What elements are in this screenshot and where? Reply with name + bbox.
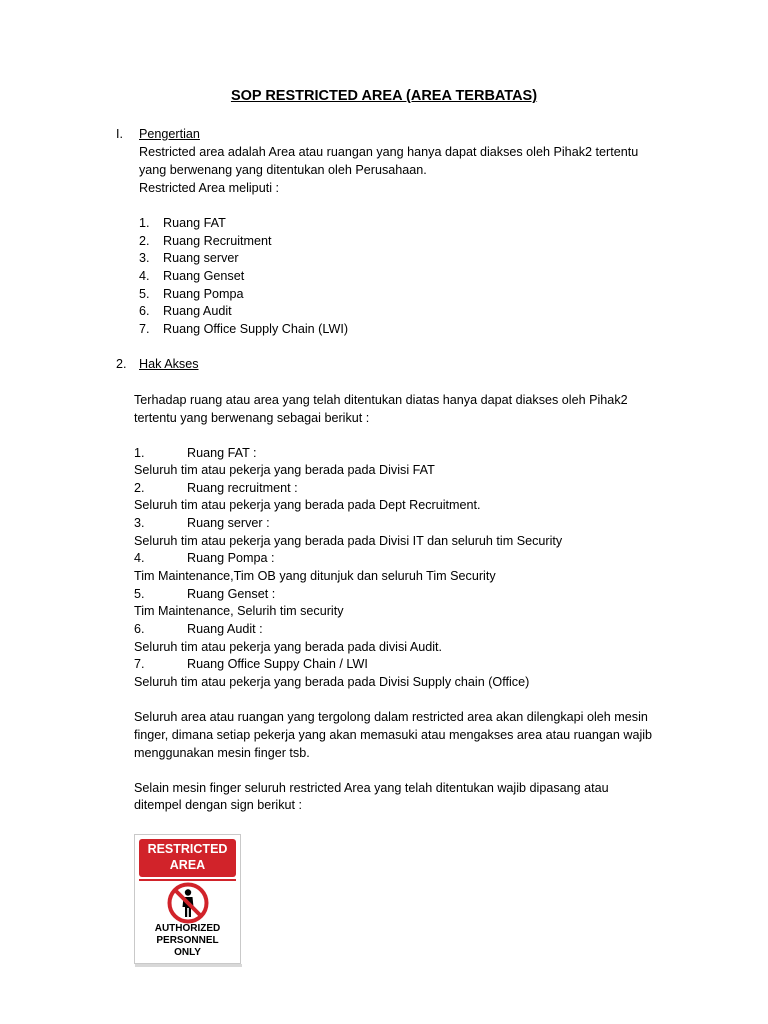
list-item-number: 6. [139,304,150,318]
entry-description: Tim Maintenance,Tim OB yang ditunjuk dan seluruh Tim Security [134,569,496,583]
section2-para3-line1: Selain mesin finger seluruh restricted Area yang telah ditentukan wajib dipasang atau [134,781,609,795]
entry-description: Seluruh tim atau pekerja yang berada pada Divisi IT dan seluruh tim Security [134,534,563,548]
list-item-number: 1. [139,216,150,230]
entry-room: Ruang recruitment : [187,481,298,495]
entry-description: Seluruh tim atau pekerja yang berada pada divisi Audit. [134,640,443,654]
entry-description: Seluruh tim atau pekerja yang berada pada Dept Recruitment. [134,498,481,512]
sign-bottom-line3: ONLY [174,947,201,958]
list-item: Ruang Recruitment [163,234,272,248]
restricted-area-sign [134,834,241,964]
entry-number: 4. [134,551,145,565]
section2-number: 2. [116,357,127,371]
section2-intro-line2: tertentu yang berwenang sebagai berikut : [134,411,370,425]
entry-number: 6. [134,622,145,636]
section1-number: I. [116,127,123,141]
entry-room: Ruang Pompa : [187,551,275,565]
entry-description: Tim Maintenance, Selurih tim security [134,604,344,618]
entry-room: Ruang Genset : [187,587,276,601]
list-item: Ruang Pompa [163,287,244,301]
entry-room: Ruang Audit : [187,622,263,636]
sign-header [139,839,236,877]
section1-para-line1: Restricted area adalah Area atau ruangan yang hanya dapat diakses oleh Pihak2 tertentu [139,145,639,159]
entry-number: 7. [134,657,145,671]
sign-top-line2: AREA [169,858,206,872]
page-title: SOP RESTRICTED AREA (AREA TERBATAS) [230,88,538,104]
sign-shadow [135,964,242,967]
entry-description: Seluruh tim atau pekerja yang berada pada Divisi Supply chain (Office) [134,675,530,689]
sign-top-line1: RESTRICTED [147,842,228,856]
list-item-number: 7. [139,322,150,336]
entry-room: Ruang server : [187,516,270,530]
entry-number: 5. [134,587,145,601]
entry-room: Ruang FAT : [187,446,257,460]
entry-number: 1. [134,446,145,460]
section2-heading: Hak Akses [139,357,199,371]
list-item-number: 5. [139,287,150,301]
section2-para2-line1: Seluruh area atau ruangan yang tergolong dalam restricted area akan dilengkapi oleh mesin [134,710,648,724]
entry-room: Ruang Office Suppy Chain / LWI [187,657,368,671]
list-item: Ruang server [163,251,239,265]
section2-para3-line2: ditempel dengan sign berikut : [134,798,303,812]
section2-para2-line2: finger, dimana setiap pekerja yang akan memasuki atau mengakses area atau ruangan wajib [134,728,653,742]
section2-intro-line1: Terhadap ruang atau area yang telah ditentukan diatas hanya dapat diakses oleh Pihak2 [134,393,628,407]
list-item-number: 4. [139,269,150,283]
list-item: Ruang Genset [163,269,245,283]
section2-para2-line3: menggunakan mesin finger tsb. [134,746,310,760]
section1-para-line2: yang berwenang yang ditentukan oleh Perusahaan. [139,163,427,177]
list-item-number: 3. [139,251,150,265]
list-item-number: 2. [139,234,150,248]
sign-bottom-line2: PERSONNEL [156,935,219,946]
sign-bottom-line1: AUTHORIZED [154,923,221,934]
list-item: Ruang FAT [163,216,226,230]
no-entry-person-icon [166,881,210,925]
section1-para-line3: Restricted Area meliputi : [139,181,279,195]
entry-number: 2. [134,481,145,495]
list-item: Ruang Office Supply Chain (LWI) [163,322,349,336]
entry-number: 3. [134,516,145,530]
section1-heading: Pengertian [139,127,200,141]
list-item: Ruang Audit [163,304,232,318]
entry-description: Seluruh tim atau pekerja yang berada pada Divisi FAT [134,463,435,477]
